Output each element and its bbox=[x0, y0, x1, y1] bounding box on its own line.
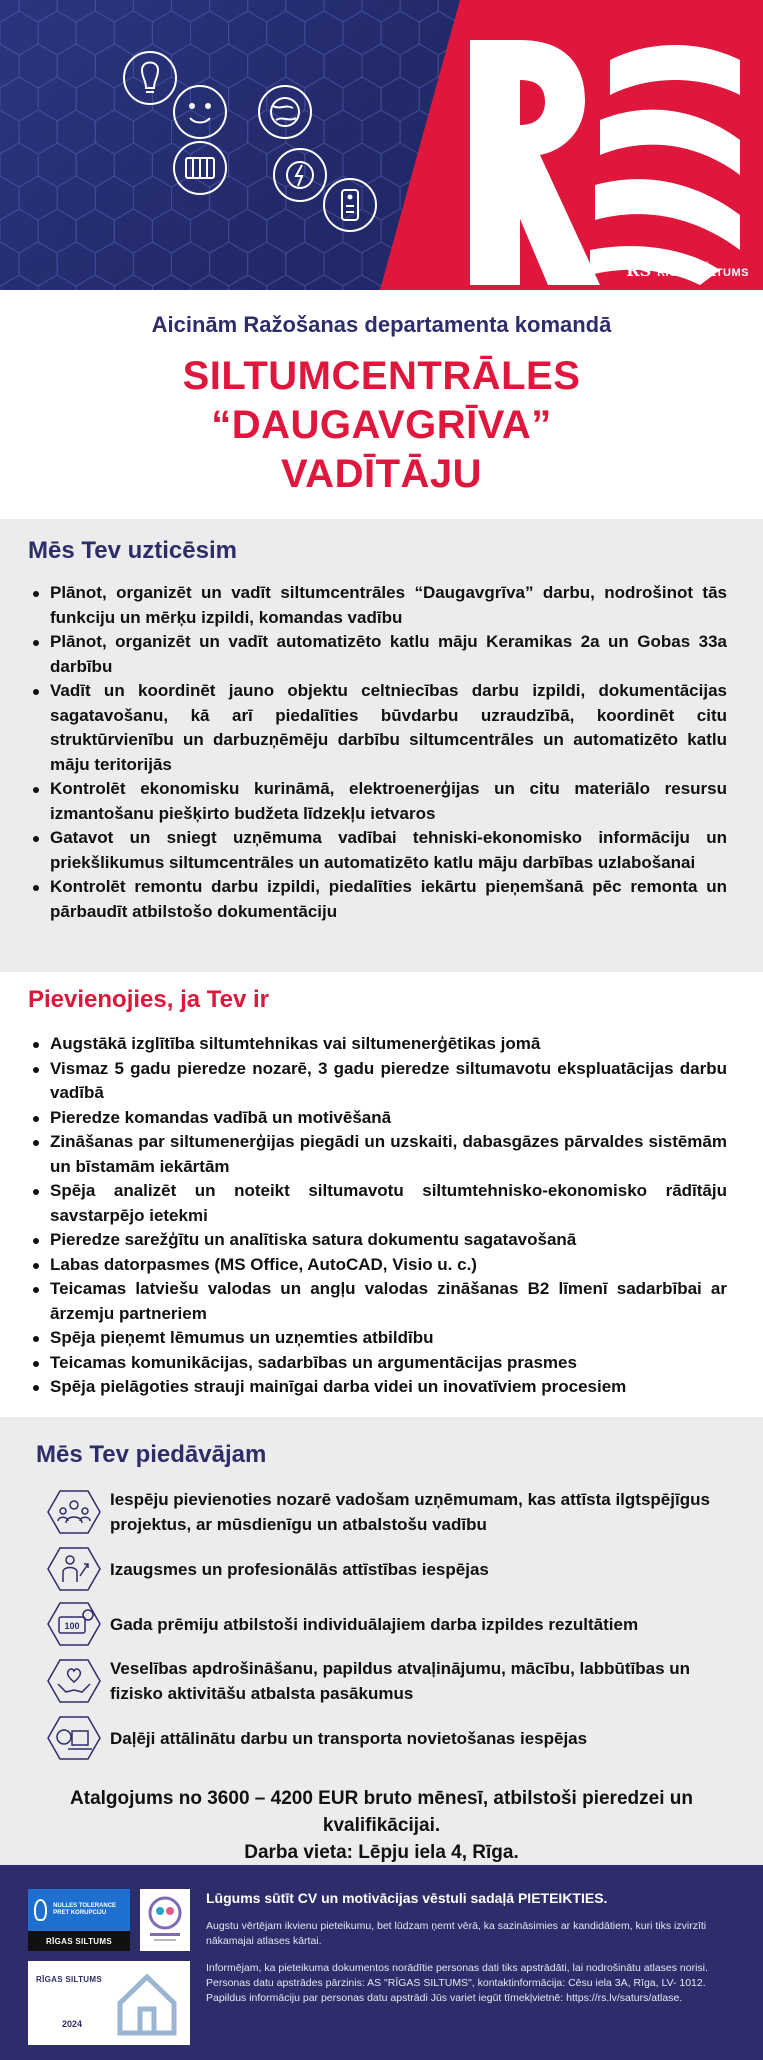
shield-icon bbox=[34, 1899, 47, 1921]
benefit-item bbox=[36, 1487, 727, 1537]
banner-brand bbox=[626, 261, 749, 280]
list-item: Pieredze sarežģītu un analītiska satura dokumentu sagatavošanā bbox=[28, 1228, 727, 1253]
list-item: Gatavot un sniegt uzņēmuma vadībai tehniski-ekonomisko informāciju un priekšlikumus siltumcentrāles un automatizēto katlu māju darbības uzlabošanai bbox=[28, 826, 727, 875]
brand-name: RĪGAS SILTUMS bbox=[657, 266, 749, 279]
radiator-icon bbox=[174, 142, 226, 194]
team-network-icon bbox=[46, 1489, 102, 1535]
banner-icons bbox=[0, 0, 763, 290]
salary-info bbox=[36, 1785, 727, 1866]
position-line: SILTUMCENTRĀLES bbox=[182, 354, 581, 398]
list-item: Augstākā izglītība siltumtehnikas vai siltumenerģētikas jomā bbox=[28, 1032, 727, 1057]
award-year: 2024 bbox=[62, 2019, 83, 2029]
list-item: Labas datorpasmes (MS Office, AutoCAD, Visio u. c.) bbox=[28, 1253, 727, 1278]
benefits-section bbox=[0, 1417, 763, 1865]
badge-brand: RĪGAS SILTUMS bbox=[28, 1931, 130, 1951]
growth-person-icon bbox=[46, 1546, 102, 1592]
globe-icon bbox=[259, 86, 311, 138]
benefit-text: Daļēji attālinātu darbu un transporta novietošanas iespējas bbox=[110, 1728, 588, 1748]
benefit-item bbox=[36, 1601, 727, 1647]
smile-icon bbox=[174, 86, 226, 138]
bulb-icon bbox=[124, 52, 176, 104]
responsibilities-section bbox=[0, 519, 763, 972]
benefits-heading: Mēs Tev piedāvājam bbox=[36, 1441, 267, 1468]
benefit-text: Gada prēmiju atbilstoši individuālajiem darba izpildes rezultātiem bbox=[110, 1614, 639, 1634]
zero-tolerance-badge bbox=[28, 1889, 130, 1951]
benefit-text: Iespēju pievienoties nozarē vadošam uzņēmumam, kas attīsta ilgtspējīgus projektus, ar mūsdienīgu un atbalstošu vadību bbox=[110, 1490, 710, 1534]
list-item: Teicamas latviešu valodas un angļu valodas zināšanas B2 līmenī sadarbībai ar ārzemju partneriem bbox=[28, 1277, 727, 1326]
benefit-item bbox=[36, 1546, 727, 1592]
list-item: Kontrolēt ekonomisku kurināmā, elektroenerģijas un citu materiālo resursu izmantošanu piešķirto budžeta līdzekļu ietvaros bbox=[28, 777, 727, 826]
requirements-list bbox=[28, 1032, 727, 1400]
list-item: Pieredze komandas vadībā un motivēšanā bbox=[28, 1106, 727, 1131]
list-item: Vismaz 5 gadu pieredze nozarē, 3 gadu pieredze siltumavotu ekspluatācijas darbu vadībā bbox=[28, 1057, 727, 1106]
award-badge bbox=[28, 1961, 190, 2045]
salary-text: Atalgojums no 3600 – 4200 EUR bruto mēnesī, atbilstoši pieredzei un kvalifikācijai. bbox=[70, 1788, 693, 1836]
smart-device-icon bbox=[324, 179, 376, 231]
selection-note: Augstu vērtējam ikvienu pieteikumu, bet lūdzam ņemt vērā, ka sazināsimies ar kandidātiem, kuri tiks izvirzīti nākamajai atlases kārtai. bbox=[206, 1920, 707, 1947]
family-friendly-badge bbox=[140, 1889, 190, 1951]
list-item: Spēja pieņemt lēmumus un uzņemties atbildību bbox=[28, 1326, 727, 1351]
footer bbox=[0, 1865, 763, 2060]
list-item: Plānot, organizēt un vadīt siltumcentrāles “Daugavgrīva” darbu, nodrošinot tās funkciju un mērķu izpildi, komandas vadību bbox=[28, 581, 727, 630]
work-location: Darba vieta: Lēpju iela 4, Rīga. bbox=[244, 1842, 519, 1863]
list-item: Zināšanas par siltumenerģijas piegādi un uzskaiti, dabasgāzes pārvaldes sistēmām un bīstamām iekārtām bbox=[28, 1130, 727, 1179]
requirements-heading: Pievienojies, ja Tev ir bbox=[28, 986, 270, 1013]
benefit-text: Veselības apdrošināšanu, papildus atvaļinājumu, mācību, labbūtības un fizisko aktivitāšu atbalsta pasākumus bbox=[110, 1659, 691, 1703]
list-item: Teicamas komunikācijas, sadarbības un argumentācijas prasmes bbox=[28, 1351, 727, 1376]
benefit-item bbox=[36, 1715, 727, 1761]
list-item: Spēja analizēt un noteikt siltumavotu siltumtehnisko-ekonomisko rādītāju savstarpējo ietekmi bbox=[28, 1179, 727, 1228]
brand-mark: RS bbox=[626, 261, 652, 280]
award-brand: RĪGAS SILTUMS bbox=[36, 1975, 102, 1984]
badge-text: NULLES TOLERANCE PRET KORUPCIJU bbox=[53, 1903, 117, 1916]
responsibilities-list bbox=[28, 581, 727, 924]
apply-call-to-action: Lūgums sūtīt CV un motivācijas vēstuli sadaļā PIETEIKTIES. bbox=[206, 1890, 608, 1906]
remote-work-icon bbox=[46, 1715, 102, 1761]
responsibilities-heading: Mēs Tev uzticēsim bbox=[28, 537, 237, 564]
list-item: Kontrolēt remontu darbu izpildi, piedalīties iekārtu pieņemšanā pēc remonta un pārbaudīt atbilstošo dokumentāciju bbox=[28, 875, 727, 924]
benefit-item bbox=[36, 1656, 727, 1706]
list-item: Plānot, organizēt un vadīt automatizēto katlu māju Keramikas 2a un Gobas 33a darbību bbox=[28, 630, 727, 679]
list-item: Spēja pielāgoties strauji mainīgai darba videi un inovatīviem procesiem bbox=[28, 1375, 727, 1400]
requirements-section bbox=[0, 972, 763, 1417]
benefit-text: Izaugsmes un profesionālās attīstības iespējas bbox=[110, 1559, 489, 1579]
bonus-100-icon bbox=[46, 1601, 102, 1647]
house-icon bbox=[112, 1969, 182, 2039]
title-block bbox=[0, 290, 763, 519]
family-heart-icon bbox=[140, 1889, 190, 1951]
footer-text bbox=[206, 1889, 726, 2006]
position-line: VADĪTĀJU bbox=[280, 452, 483, 496]
hero-banner bbox=[0, 0, 763, 290]
gear-lightning-icon bbox=[274, 149, 326, 201]
svg-text:100: 100 bbox=[64, 1621, 80, 1631]
invite-heading: Aicinām Ražošanas departamenta komandā bbox=[151, 312, 612, 337]
position-title bbox=[0, 352, 763, 499]
privacy-note: Informējam, ka pieteikuma dokumentos norādītie personas dati tiks apstrādāti, lai nodrošinātu atlases norisi. Personas datu apstrādes pārzinis: AS "RĪGAS SILTUMS", kontaktinformācija: Cēsu iela 3A, Rīga, LV- 1012. Papildus informāciju par personas datu apstrādi Jūs variet iegūt tīmekļvietnē: https://rs.lv/saturs/atlase. bbox=[206, 1962, 708, 2004]
brand-small-text: RĪGAS SILTUMS bbox=[657, 261, 710, 268]
health-hands-icon bbox=[46, 1658, 102, 1704]
position-line: “DAUGAVGRĪVA” bbox=[211, 403, 552, 447]
list-item: Vadīt un koordinēt jauno objektu celtniecības darbu izpildi, dokumentācijas sagatavošanu, kā arī piedalīties būvdarbu uzraudzībā, koordinēt citu struktūrvienību un darbuzņēmēju darbību siltumcentrāles un automatizēto katlu māju teritorijās bbox=[28, 679, 727, 777]
benefits-list bbox=[36, 1487, 727, 1761]
